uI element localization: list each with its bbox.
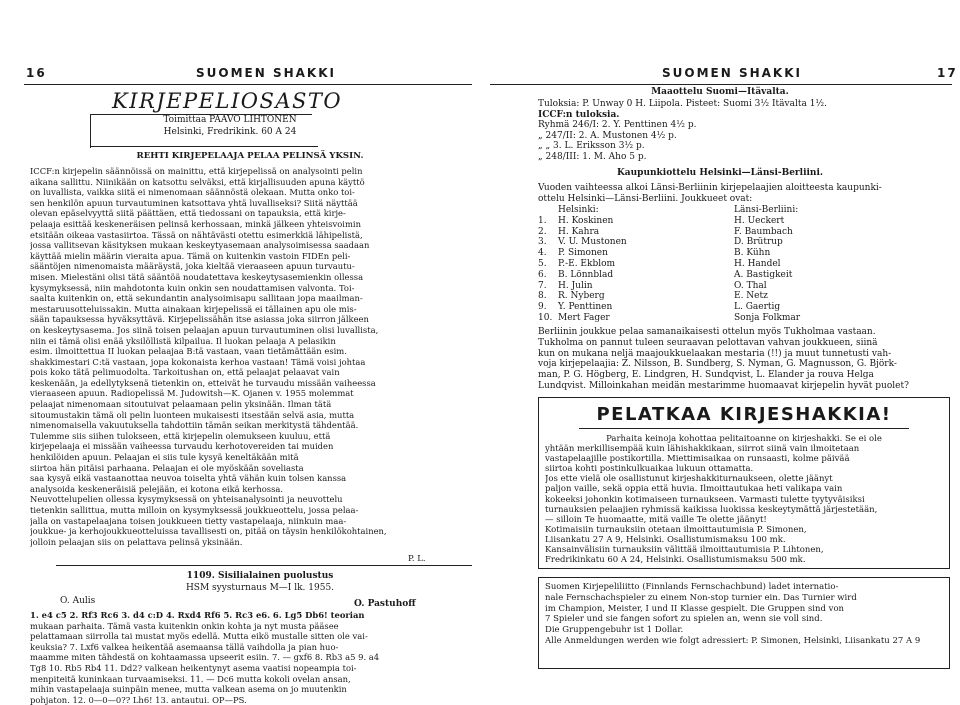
- result-line: Ryhmä 246/I: 2. Y. Penttinen 4½ p.: [538, 120, 697, 131]
- header-rule: [24, 84, 472, 85]
- intro-line: ottelu Helsinki—Länsi-Berliini. Joukkueet ovat:: [538, 193, 753, 204]
- article-line: sen henkilön apuun turvautuminen katsottava yhtä luvalliseksi? Siitä näyttää: [30, 197, 358, 208]
- header-rule: [490, 84, 952, 85]
- advert-title: PELATKAA KIRJESHAKKIA!: [596, 404, 892, 425]
- advert-line: Kansainvälisiin turnauksiin välittää ilmoittautumisia P. Lihtonen,: [545, 545, 824, 556]
- running-head: SUOMEN SHAKKI: [196, 66, 336, 80]
- article-line: esim. ilmoittettua II luokan pelaajaa B:tä vastaan, vaan tietämättään esim.: [30, 346, 347, 357]
- article-line: pois koko tätä pelimuodolta. Tarkoitushan on, että pelaajat pelaavat vain: [30, 367, 340, 378]
- article-line: jossa vallitsevan käsityksen mukaan keskeytyasemaan analysoimisessa saadaan: [30, 240, 370, 251]
- title-bracket: [90, 114, 91, 148]
- article-line: niin ei tämä olisi enää yksilöllistä kilpailua. Il luokan pelaaja A pelasikin: [30, 335, 336, 346]
- section-title: KIRJEPELIOSASTO: [112, 89, 343, 113]
- game-title: 1109. Sisilialainen puolustus: [186, 571, 334, 581]
- white-player: O. Aulis: [60, 596, 96, 606]
- article-line: jolloin pelaajan siis on pelattava pelinsä yksinään.: [30, 536, 243, 547]
- advert-box: [538, 397, 950, 569]
- divider-rule: [56, 565, 472, 566]
- advert-line: vastapelaajille postikortilla. Miettimisaikaa on runsaasti, kolme päivää: [545, 454, 850, 465]
- match2-commentary: [538, 327, 950, 392]
- advert-line: Parhaita keinoja kohottaa pelitaitoanne on kirjeshakki. Se ei ole: [606, 434, 882, 444]
- article-line: henkilöiden apuun. Pelaajan ei siis tule kysyä keneltäkään mitä: [30, 452, 299, 463]
- notice-line: Alle Anmeldungen werden wie folgt adressiert: P. Simonen, Helsinki, Liisankatu 27 A 9: [545, 635, 921, 646]
- intro-line: Vuoden vaihteessa alkoi Länsi-Berliinin kirjepelaajien aloitteesta kaupunki-: [538, 183, 882, 193]
- team-row: 2. H. Kahra F. Baumbach: [538, 226, 793, 237]
- result-line: ICCF:n tuloksia.: [538, 109, 620, 120]
- editor-info: [140, 114, 320, 138]
- team-row: 10. Mert Fager Sonja Folkmar: [538, 312, 801, 323]
- moves-line: maamme miten tähdestä on kohtaamassa upseerit esiin. 7. — gxf6 8. Rb3 a5 9. a4: [30, 652, 380, 663]
- moves-line: menpiteitä kuninkaan turvaamiseksi. 11. — Dc6 mutta kokoli ovelan ansan,: [30, 673, 351, 684]
- article-line: pelaajat nimenomaan sitoutuivat pelaamaan pelin yksinään. Ilman tätä: [30, 399, 332, 410]
- advert-line: yhtään merkillisempää kuin lähishakkikaan, siirrot siinä vain ilmoitetaan: [545, 444, 860, 455]
- article-line: analysoida keskeneräisiä pelejään, ei kotona eikä kerhossa.: [30, 483, 284, 494]
- advert-line: Jos ette vielä ole osallistunut kirjeshakkiturnaukseen, olette jäänyt: [545, 474, 833, 485]
- teams-table: [538, 205, 948, 324]
- editor-line: Toimittaa PAAVO LIHTONEN: [163, 115, 297, 125]
- notice-line: im Champion, Meister, I und II Klasse gespielt. Die Gruppen sind von: [545, 603, 845, 614]
- article-line: vieraaseen apuun. Radiopelissä M. Judowitsh—K. Ojanen v. 1955 molemmat: [30, 388, 354, 399]
- moves-line: 1. e4 c5 2. Rf3 Rc6 3. d4 c:D 4. Rxd4 Rf6 5. Rc3 e6. 6. Lg5 Db6! teorian: [30, 610, 365, 620]
- article-line: keskenään, ja edellytyksenä tietenkin on, etteivät he turvaudu missään vaiheessa: [30, 377, 376, 388]
- article-line: on keskeytysasema. Jos siinä toisen pelaajan apuun turvautuminen olisi luvallista,: [30, 324, 379, 335]
- commentary-line: kun on mukana neljä maajoukkuelaakan mestaria (!!) ja muut tunnetusti vah-: [538, 348, 892, 359]
- notice-line: Die Gruppengebuhr ist 1 Dollar.: [545, 625, 684, 636]
- moves-line: mihin vastapelaaja suinpäin menee, mutta valkean asema on jo muutenkin: [30, 684, 347, 695]
- article-line: joukkue- ja kerhojoukkueotteluissa tavallisesti on, pitää on täysin henkilökohtainen,: [30, 526, 387, 537]
- article-line: siirtoa hän pitäisi parhaana. Pelaajan ei ole myöskään soveliasta: [30, 462, 304, 473]
- article-line: nimenomaisella vakuutuksella tahdottiin tämän seikan merkitystä tähdentää.: [30, 420, 359, 431]
- title-bottom-rule: [90, 146, 318, 147]
- article-body: [30, 166, 472, 547]
- advert-title-rule: [579, 428, 909, 429]
- advert-line: Fredrikinkatu 60 A 24, Helsinki. Osallistumismaksu 500 mk.: [545, 555, 806, 566]
- commentary-line: Lundqvist. Milloinkahan meidän mestarimme huomaavat kirjepelin hyvät puolet?: [538, 380, 909, 391]
- team-row: 6. B. Lönnblad A. Bastigkeit: [538, 269, 793, 280]
- game-event: HSM syysturnaus M—I lk. 1955.: [185, 583, 335, 593]
- match2-intro: [538, 183, 950, 204]
- article-line: sitoumustakin tämä oli pelin luonteen mukaisesti itsestään selvä asia, mutta: [30, 409, 355, 420]
- page-number: 16: [26, 66, 47, 80]
- advert-line: paljon vaille, sekä oppia että huvia. Ilmoittautukaa heti valikapa vain: [545, 484, 843, 495]
- team-row: 3. V. U. Mustonen D. Brütrup: [538, 237, 783, 248]
- notice-text: [545, 582, 943, 647]
- moves-line: keuksia? 7. Lxf6 valkea heikentää asemaansa tällä vaihdolla ja pian huo-: [30, 641, 339, 652]
- match1-title: Maaottelu Suomi—Itävalta.: [651, 87, 789, 97]
- team-row: 1. H. Koskinen H. Ueckert: [538, 215, 785, 226]
- advert-line: Kotimaisiin turnauksiin otetaan ilmoittautumisia P. Simonen,: [545, 524, 807, 535]
- article-line: kirjepelaaja ei missään vaiheessa turvaudu kerhotovereiden tai muiden: [30, 441, 334, 452]
- moves-line: Tg8 10. Rb5 Rb4 11. Dd2? valkean heikentynyt asema vaatisi nopeampia toi-: [30, 662, 357, 673]
- right-page: [482, 0, 960, 697]
- article-line: käyttää mielin määrin vieraita apua. Tämä on kuitenkin vastoin FIDEn peli-: [30, 250, 351, 261]
- article-line: saalta kuitenkin on, että sekundantin analysoimisapu sallitaan jopa maailman-: [30, 293, 363, 304]
- article-line: pelaaja esittää keskeneräisen pelinsä kerhossaan, minkä jälkeen yhteisvoimin: [30, 218, 361, 229]
- advert-line: kokeeksi johonkin kotimaiseen turnaukseen. Varmasti tulette tyytyväisiksi: [545, 494, 865, 505]
- commentary-line: man, P. G. Högberg, E. Lindgren, H. Sundqvist, L. Elander ja rouva Helga: [538, 370, 874, 381]
- black-player: O. Pastuhoff: [354, 599, 416, 609]
- article-line: kysymyksessä, niin mahdotonta kuin onkin sen noudattamisen valvonta. Toi-: [30, 282, 355, 293]
- team-row: 4. P. Simonen B. Kühn: [538, 248, 771, 259]
- article-line: mestaruusotteluissakin. Mutta ainakaan kirjepelissä ei tällainen apu ole mis-: [30, 303, 357, 314]
- result-line: „ 248/III: 1. M. Aho 5 p.: [538, 151, 647, 162]
- running-head: SUOMEN SHAKKI: [662, 66, 802, 80]
- notice-line: Suomen Kirjepeliliitto (Finnlands Fernschachbund) ladet internatio-: [545, 582, 839, 592]
- article-line: sääntöjen nimenomaista määräystä, joka kieltää vieraaseen apuun turvautu-: [30, 261, 355, 272]
- article-line: jalla on vastapelaajana toisen joukkueen tietty vastapelaaja, niinkuin maa-: [30, 515, 347, 526]
- article-line: etsitään oikeaa vastasiirtoa. Tässä on nähtävästi otettu esimerkkiä lähipelistä,: [30, 229, 363, 240]
- article-subheading: REHTI KIRJEPELAAJA PELAA PELINSÄ YKSIN.: [136, 151, 364, 161]
- article-line: olevan epäselvyyttä siitä päättäen, että tiedossani on tapauksia, että kirje-: [30, 208, 346, 219]
- commentary-line: Berliinin joukkue pelaa samanaikaisesti ottelun myös Tukholmaa vastaan.: [538, 327, 876, 337]
- moves-line: pohjaton. 12. 0—0—0?? Lh6! 13. antautui. OP—PS.: [30, 694, 247, 705]
- moves-line: mukaan parhaita. Tämä vasta kuitenkin onkin kohta ja nyt musta pääsee: [30, 620, 339, 631]
- advert-line: — silloin Te huomaatte, mitä vaille Te olette jäänyt!: [545, 514, 767, 525]
- advert-line: siirtoa kohti postinkulkuaikaa lukuun ottamatta.: [545, 464, 754, 475]
- team-header-helsinki: Helsinki:: [558, 205, 599, 215]
- signature: P. L.: [408, 553, 426, 563]
- team-row: 8. R. Nyberg E. Netz: [538, 291, 768, 302]
- article-line: saa kysyä eikä vastaanottaa neuvoa toiselta yhtä vähän kuin tolsen kanssa: [30, 473, 347, 484]
- team-row: 7. H. Julin O. Thal: [538, 280, 767, 291]
- page-number: 17: [937, 66, 958, 80]
- team-row: 9. Y. Penttinen L. Gaertig: [538, 302, 781, 313]
- game-moves: [30, 610, 472, 705]
- article-line: Tulemme siis siihen tulokseen, että kirjepelin olemukseen kuuluu, että: [30, 430, 331, 441]
- team-header-berlin: Länsi-Berliini:: [734, 205, 799, 215]
- notice-line: nale Fernschachspieler zu einem Non-stop turnier ein. Das Turnier wird: [545, 592, 857, 603]
- advert-line: Liisankatu 27 A 9, Helsinki. Osallistumismaksu 100 mk.: [545, 534, 786, 545]
- article-line: Neuvottelupelien ollessa kysymyksessä on yhteisanalysointi ja neuvottelu: [30, 494, 343, 505]
- advert-text: [545, 434, 943, 565]
- article-line: ICCF:n kirjepelin säännöissä on mainittu, että kirjepelissä on analysointi pelin: [30, 166, 363, 176]
- notice-box: [538, 577, 950, 669]
- article-line: tietenkin sallittua, mutta milloin on kysymyksessä joukkueottelu, jossa pelaa-: [30, 505, 359, 515]
- match1-results: [538, 99, 948, 163]
- commentary-line: voja kirjepelaajia: Z. Nilsson, B. Sundberg, S. Nyman, G. Magnusson, G. Björk-: [538, 359, 897, 370]
- match2-title: Kaupunkiottelu Helsinki—Länsi-Berliini.: [616, 168, 824, 178]
- result-line: „ 247/II: 2. A. Mustonen 4½ p.: [538, 130, 677, 141]
- moves-line: pelattamaan siirrolla tai mustat myös edellä. Mutta eikö mustalle sitten ole vai-: [30, 631, 368, 642]
- result-line: „ „ 3. L. Eriksson 3½ p.: [538, 141, 645, 152]
- team-row: 5. P.-E. Ekblom H. Handel: [538, 258, 781, 269]
- notice-line: 7 Spieler und sie fangen sofort zu spielen an, wenn sie voll sind.: [545, 614, 823, 625]
- article-line: on luvallista, vaikka siitä ei nimenomaan säännöstä olekaan. Mutta onko toi-: [30, 187, 355, 198]
- commentary-line: Tukholma on pannut tuleen seuraavan pelottavan vahvan joukkueen, siinä: [538, 337, 878, 348]
- advert-line: turnauksien pelaajien ryhmissä kaikissa luokissa keskeytymättä järjestetään,: [545, 504, 878, 515]
- result-line: Tuloksia: P. Unway 0 H. Liipola. Pisteet: Suomi 3½ Itävalta 1½.: [538, 99, 828, 109]
- editor-line: Helsinki, Fredrikink. 60 A 24: [163, 127, 297, 137]
- article-line: sään tapauksessa hyväksyttävä. Kirjepelissähän itse asiassa joka siirron jälkeen: [30, 314, 369, 325]
- article-line: aikana sallittu. Niinikään on katsottu selväksi, että kirjallisuuden apuna käyttö: [30, 176, 365, 187]
- article-line: shakkimestari C:tä vastaan, jopa kokonaista kerhoa vastaan! Tämä voisi johtaa: [30, 356, 366, 367]
- article-line: misen. Mielestäni olisi tätä sääntöä noudatettava keskeytysasemienkin ollessa: [30, 271, 364, 282]
